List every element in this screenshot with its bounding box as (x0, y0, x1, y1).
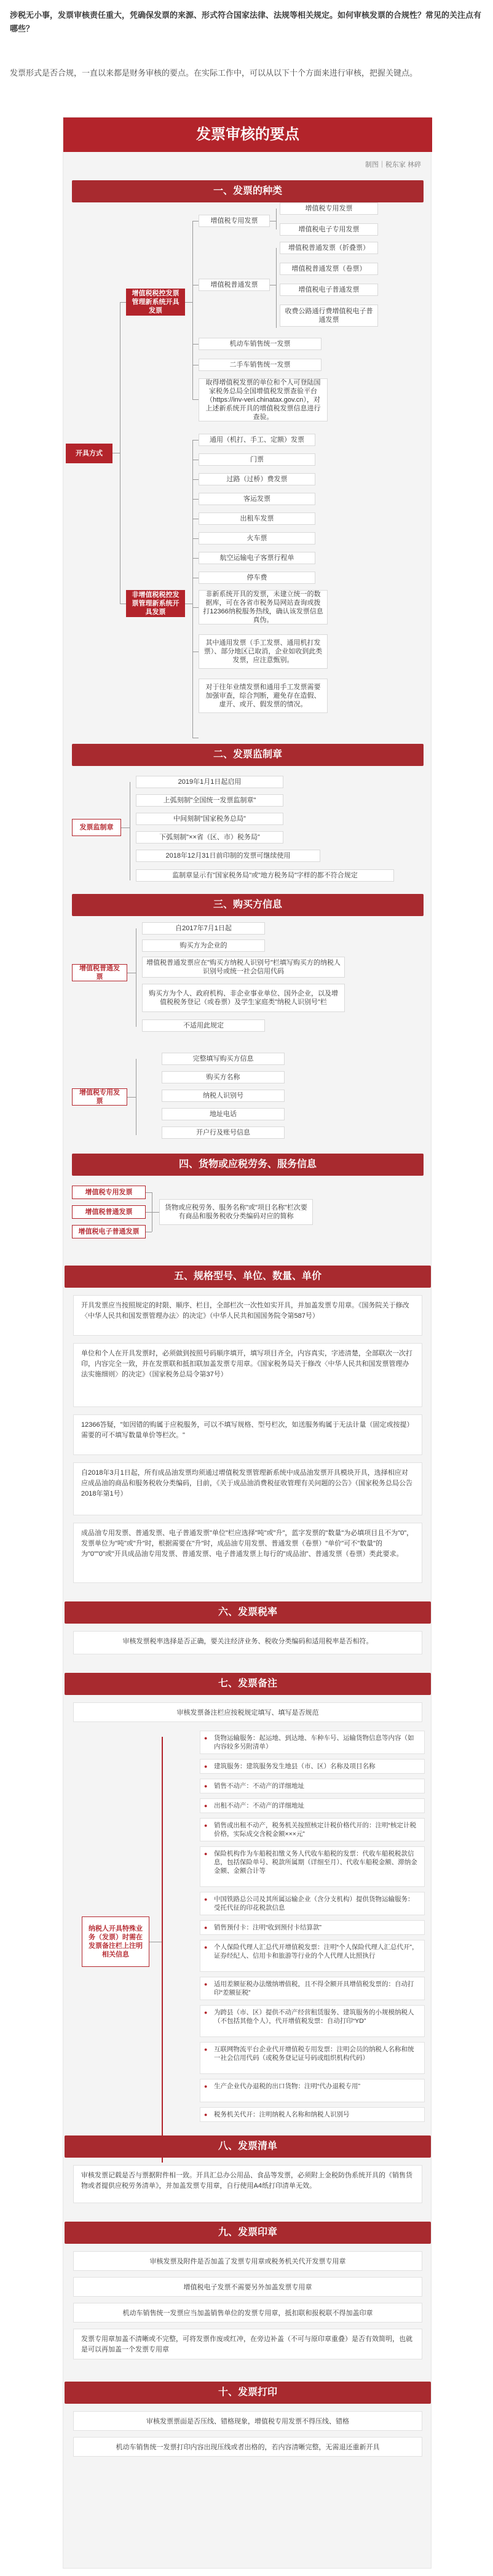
paragraph: 增值税电子发票不需要另外加盖发票专用章 (73, 2277, 422, 2297)
connector (146, 1212, 159, 1213)
leaf: 2019年1月1日起启用 (136, 776, 283, 788)
leaf: 过路（过桥）费发票 (199, 473, 315, 485)
connector (192, 221, 193, 399)
connector (192, 607, 199, 608)
section-title-4: 四、货物或应税劳务、服务信息 (72, 1154, 424, 1176)
mindmap-root: 增值税专用发票 (72, 1088, 127, 1106)
connector (192, 538, 199, 539)
leaf: 停车费 (199, 572, 315, 584)
list-item: ● 销售预付卡：注明“收到预付卡结算款” (200, 1920, 425, 1935)
leaf: 地址电话 (162, 1108, 285, 1120)
paragraph: 审核发票及附件是否加盖了发票专用章或税务机关代开发票专用章 (73, 2251, 422, 2271)
leaf: 增值税电子专用发票 (280, 223, 378, 236)
intro-summary: 发票形式是否合规，一直以来都是财务审核的要点。在实际工作中，可以从以下十个方面来进行审核，把握关键点。 (10, 68, 418, 78)
list-item: ● 为跨县（市、区）提供不动产经营租赁服务、建筑服务的小规模纳税人（不包括其他个人），代开增值税发票：自动打印“YD” (200, 2005, 425, 2037)
leaf: 购买方名称 (162, 1071, 285, 1083)
leaf: 购买方为企业的 (142, 939, 265, 952)
leaf: 不适用此规定 (142, 1019, 265, 1032)
section-title-2: 二、发票监制章 (72, 744, 424, 766)
list-item: ● 税务机关代开：注明纳税人名称和纳税人识别号 (200, 2107, 425, 2122)
leaf: 收费公路通行费增值税电子普通发票 (280, 305, 378, 327)
leaf: 开户行及账号信息 (162, 1127, 285, 1139)
list-item: ● 中国铁路总公司及其所属运输企业（含分支机构）提供货物运输服务：受托代征的印花税款信息 (200, 1892, 425, 1915)
leaf: 中间刻制"国家税务总局" (136, 813, 283, 825)
connector (146, 1192, 152, 1193)
infographic (63, 117, 432, 2569)
section-title-5: 五、规格型号、单位、数量、单价 (65, 1266, 431, 1288)
connector (192, 558, 199, 559)
leaf: 纳税人识别号 (162, 1090, 285, 1102)
intro-lead: 涉税无小事，发票审核责任重大，凭确保发票的来源、形式符合国家法律、法规等相关规定。如何审核发票的合规性？常见的关注点有哪些？ (10, 10, 482, 33)
leaf: 下弧刻制"××省（区、市）税务局" (136, 831, 283, 843)
paragraph: 单位和个人在开具发票时，必须做到按照号码顺序填开，填写项目齐全，内容真实，字迹清楚，全部联次一次打印，内容完全一致，并在发票联和抵扣联加盖发票专用章。《国家税务局关于修改〈中华人民共和国发票管理办法实施细则〉的决定》（国家税务总局令第37号） (73, 1343, 422, 1407)
paragraph: 开具发票应当按照规定的时限、顺序、栏目，全部栏次一次性如实开具，并加盖发票专用章。《国务院关于修改〈中华人民共和国发票管理办法〉的决定》（中华人民共和国国务院令第587号） (73, 1295, 422, 1336)
connector (121, 827, 130, 828)
node-special: 增值税专用发票 (199, 215, 270, 227)
leaf: 监制章显示有"国家税务局"或"地方税务局"字样的都不符合规定 (136, 869, 394, 882)
leaf: 增值税电子普通发票 (280, 284, 378, 296)
list-item: ● 货物运输服务：起运地、到达地、车种车号、运输货物信息等内容（如内容较多另附清单） (200, 1731, 425, 1754)
connector (162, 1737, 163, 2163)
mindmap-root: 增值税普通发票 (72, 964, 127, 981)
list-item: ● 销售或出租不动产，税务机关按照核定计税价格代开的：注明“核定计税价格，实际成交含税金额×××元” (200, 1818, 425, 1841)
section-title-6: 六、发票税率 (65, 1601, 431, 1624)
leaf: 增值税普通发票应在"购买方纳税人识别号"栏填写购买方的纳税人识别号或统一社会信用代码 (142, 957, 345, 978)
credit-line: 制图｜税东家 林碎 (365, 161, 421, 169)
paragraph: 自2018年3月1日起，所有成品油发票均须通过增值税发票管理新系统中成品油发票开具模块开具，选择相应对应成品油的商品和服务税收分类编码，目前，《关于成品油消费税征收管理有关问题的公告》（国家税务总局公告2018年第1号） (73, 1462, 422, 1515)
list-item: ● 出租不动产：不动产的详细地址 (200, 1798, 425, 1813)
paragraph: 发票专用章加盖不清晰或不完整，可将发票作废或红冲，在旁边补盖（不可与原印章重叠）是否有效简明，也就是可以再加盖一个发票专用章 (73, 2329, 422, 2359)
mindmap-root: 增值税专用发票 (72, 1186, 146, 1199)
paragraph: 机动车销售统一发票打印内容出现压线或者出格的，若内容清晰完整，无需退还重新开具 (73, 2437, 422, 2457)
leaf: 完整填写购买方信息 (162, 1053, 285, 1065)
section-title-9: 九、发票印章 (65, 2222, 431, 2244)
leaf: 增值税普通发票（卷票） (280, 263, 378, 275)
leaf: 通用（机打、手工、定额）发票 (199, 434, 315, 446)
leaf: 2018年12月31日前印制的发票可继续使用 (136, 850, 320, 862)
connector (276, 248, 277, 328)
section-title-3: 三、购买方信息 (72, 894, 424, 916)
note-box: 货物或应税劳务、服务名称"或"项目名称"栏次要有商品和服务税收分类编码对应的简称 (159, 1199, 313, 1225)
list-item: ● 销售不动产：不动产的详细地址 (200, 1779, 425, 1793)
note-box: 非新系统开具的发票，未建立统一的数据库，可在各省市税务局网站查询或拨打12366纳税服务热线，确认该发票信息真伪。 (199, 590, 328, 624)
leaf: 增值税专用发票 (280, 202, 378, 215)
connector (192, 399, 199, 400)
connector (192, 440, 199, 441)
paragraph: 12366答疑，"如因错的购属于应税服务，可以不填写规格、型号栏次，如送服务购属于无法计量（固定或按提）需要的可不填写数量单价等栏次。" (73, 1414, 422, 1455)
paragraph: 审核发票税率选择是否正确，要关注经济业务、税收分类编码和适用税率是否相符。 (73, 1631, 422, 1654)
leaf: 门票 (199, 453, 315, 466)
leaf: 二手车销售统一发票 (199, 359, 321, 371)
note-box: 其中通用发票（手工发票、通用机打发票）、部分地区已取消，企业如收到此类发票，应注意甄别。 (199, 634, 328, 669)
node-general: 增值税普通发票 (199, 279, 270, 291)
mindmap-root: 增值税普通发票 (72, 1205, 146, 1219)
connector (120, 302, 126, 303)
leaf: 机动车销售统一发票 (199, 338, 321, 350)
section-title-10: 十、发票打印 (65, 2382, 431, 2404)
leaf: 购买方为个人、政府机构、非企业事业单位、国外企业，以及增值税税务登记（或卷票）及学生家庭类"纳税人识别号"栏 (142, 984, 345, 1012)
connector (276, 209, 277, 229)
leaf: 增值税普通发票（折叠票） (280, 242, 378, 254)
leaf: 自2017年7月1日起 (142, 922, 265, 935)
section-title-8: 八、发票清单 (65, 2135, 431, 2158)
leaf: 火车票 (199, 532, 315, 544)
paragraph: 机动车销售统一发票应当加盖销售单位的发票专用章，抵扣联和报税联不得加盖印章 (73, 2303, 422, 2323)
mindmap-root: 发票监制章 (72, 819, 121, 836)
page-title: 发票审核的要点 (63, 118, 432, 152)
branch-b: 非增值税税控发票管理新系统开具发票 (126, 590, 185, 617)
section-title-7: 七、发票备注 (65, 1673, 431, 1695)
connector (192, 440, 193, 738)
note-box: 对于往年业绩发票和通用手工发票需要加强审查，综合判断，避免存在造假、虚开、或开、假发票的情况。 (199, 679, 328, 713)
note-box: 取得增值税发票的单位和个人可登陆国家税务总局全国增值税发票查验平台（https://inv-veri.chinatax.gov.cn），对上述新系统开具的增值税发票信息进行查验。 (199, 378, 328, 421)
list-item: ● 保险机构作为车船税扣缴义务人代收车船税的发票：代收车船税税款信息，包括保险单号、税款所属期（详细至月）、代收车船税金额、滞纳金金额、金额合计等 (200, 1846, 425, 1887)
list-item: ● 个人保险代理人汇总代开增值税发票：注明“个人保险代理人汇总代开”，证券经纪人、信用卡和旅游等行业的个人代理人比照执行 (200, 1940, 425, 1972)
leaf: 航空运输电子客票行程单 (199, 552, 315, 564)
mindmap-root: 开具方式 (66, 444, 112, 463)
list-item: ● 建筑服务：建筑服务发生地县（市、区）名称及项目名称 (200, 1759, 425, 1774)
mindmap-root: 增值税电子普通发票 (72, 1225, 146, 1238)
leaf: 客运发票 (199, 493, 315, 505)
paragraph: 审核发票记载是否与票据附件相一致。开具汇总办公用品、食品等发票，必须附上金税防伪系统开具的《销售货物或者提供应税劳务清单》，并加盖发票专用章，自行使用A4纸打印清单无效。 (73, 2165, 422, 2203)
branch-a: 增值税税控发票管理新系统开具发票 (126, 289, 185, 316)
paragraph: 审核发票备注栏应按税规定填写、填写是否规范 (73, 1702, 422, 1722)
connector (127, 1097, 136, 1098)
leaf: 上弧刻制"全国统一发票监制章" (136, 794, 283, 807)
mindmap-root: 纳税人开具特殊业务（发票）时需在发票备注栏上注明相关信息 (82, 1916, 149, 1967)
paragraph: 成品油专用发票、普通发票、电子普通发票"单位"栏应选择"吨"或"升"，蓝字发票的"数量"为必填项目且不为"0"，发票单位为"吨"或"升"时，根据需要在"升"时，成品油专用发票、普通发票（卷票）"单价"可不"数量"的为"0""0"或"开具成品油专用发票、普通发票、电子普通发票上每行的"成品油"、普通发票（卷票）类此要求。 (73, 1523, 422, 1583)
leaf: 出租车发票 (199, 512, 315, 525)
connector (192, 344, 199, 345)
section-title-1: 一、发票的种类 (72, 180, 424, 202)
list-item: ● 生产企业代办退税的出口货物：注明“代办退税专用” (200, 2079, 425, 2102)
paragraph: 审核发票票面是否压线、错格现象，增值税专用发票不得压线、错格 (73, 2411, 422, 2431)
list-item: ● 互联网物流平台企业代开增值税专用发票：注明会员的纳税人名称和统一社会信用代码（或税务登记证号码或组织机构代码） (200, 2042, 425, 2074)
connector (185, 302, 192, 303)
connector (192, 499, 199, 500)
connector (192, 479, 199, 480)
list-item: ● 适用差额征税办法缴纳增值税，且不得全额开具增值税发票的：自动打印“差额征税” (200, 1977, 425, 2000)
